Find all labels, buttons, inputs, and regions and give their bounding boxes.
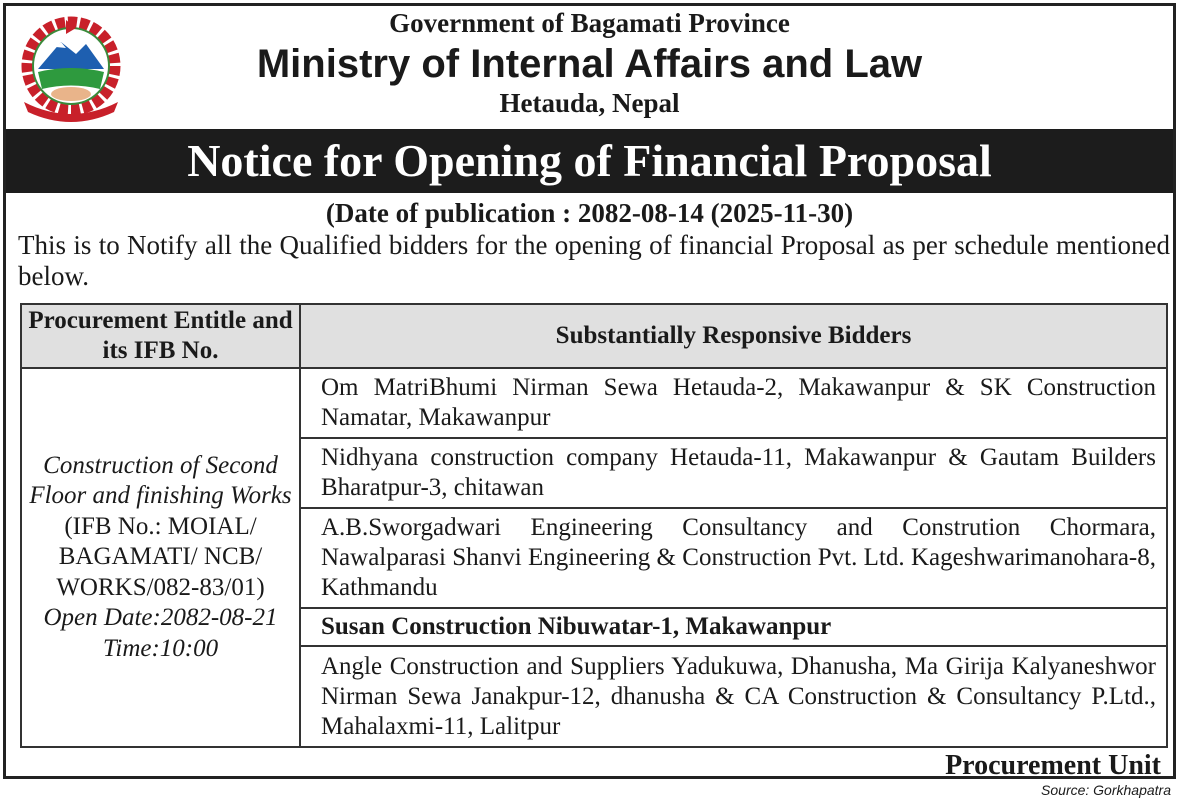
bidder-cell: Susan Construction Nibuwatar-1, Makawanpur <box>300 608 1167 646</box>
government-name: Government of Bagamati Province <box>389 8 790 38</box>
intro-text: This is to Notify all the Qualified bidders for the opening of financial Proposal as per schedule mentioned below. <box>18 230 1170 291</box>
procurement-name: Construction of Second Floor and finishing Works <box>29 451 292 510</box>
table-header-row <box>21 304 1167 368</box>
col-procurement-header: Procurement Entitle and its IFB No. <box>21 304 300 368</box>
bidders-table <box>20 303 1168 748</box>
procurement-unit-signature: Procurement Unit <box>945 750 1161 781</box>
ifb-number: (IFB No.: MOIAL/ BAGAMATI/ NCB/ WORKS/082-83/01) <box>56 512 265 601</box>
open-time: Time:10:00 <box>102 634 219 662</box>
bidder-cell: Nidhyana construction company Hetauda-11, Makawanpur & Gautam Builders Bharatpur-3, chitawan <box>300 438 1167 508</box>
publication-date: (Date of publication : 2082-08-14 (2025-11-30) <box>325 198 854 228</box>
procurement-cell <box>21 368 300 747</box>
col-bidders-header: Substantially Responsive Bidders <box>300 304 1167 368</box>
open-date: Open Date:2082-08-21 <box>43 604 278 632</box>
location: Hetauda, Nepal <box>499 88 680 118</box>
source-credit: Source: Gorkhapatra <box>1041 782 1171 798</box>
notice-frame <box>3 3 1176 779</box>
notice-header <box>6 6 1173 129</box>
bidder-cell: Angle Construction and Suppliers Yadukuwa, Dhanusha, Ma Girija Kalyaneshwor Nirman Sewa Janakpur-12, dhanusha & CA Construction & Consultancy P.Ltd., Mahalaxmi-11, Lalitpur <box>300 646 1167 747</box>
notice-title: Notice for Opening of Financial Proposal <box>6 129 1173 193</box>
bidder-cell: A.B.Sworgadwari Engineering Consultancy and Constrution Chormara, Nawalparasi Shanvi Engineering & Construction Pvt. Ltd. Kageshwarimanohara-8, Kathmandu <box>300 508 1167 608</box>
ministry-name: Ministry of Internal Affairs and Law <box>256 42 923 86</box>
table-row <box>21 368 1167 438</box>
bidder-cell: Om MatriBhumi Nirman Sewa Hetauda-2, Makawanpur & SK Construction Namatar, Makawanpur <box>300 368 1167 438</box>
